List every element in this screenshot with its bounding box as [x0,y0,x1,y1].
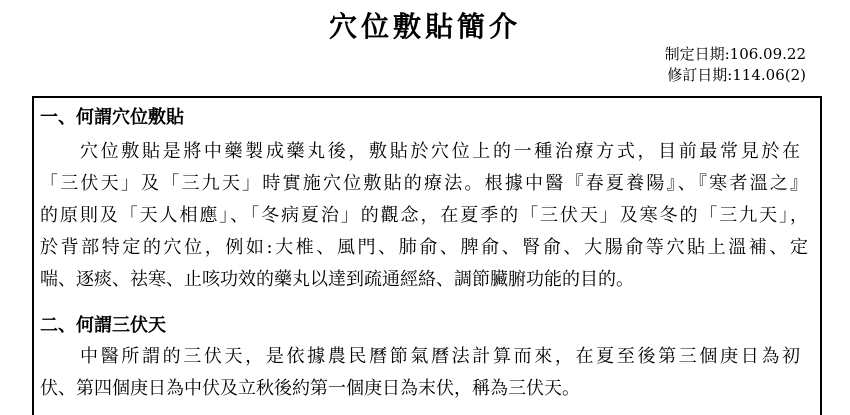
document-dates [665,44,806,86]
paragraph-line: 的原則及「天人相應」、「冬病夏治」的觀念，在夏季的「三伏天」及寒冬的「三九天」， [40,205,808,226]
revised-date: 修訂日期:114.06(2) [667,66,806,84]
paragraph-line: 中醫所謂的三伏天，是依據農民曆節氣曆法計算而來，在夏至後第三個庚日為初 [80,346,800,367]
section-paragraph [40,136,808,296]
paragraph-line: 「三伏天」及「三九天」時實施穴位敷貼的療法。根據中醫『春夏養陽』、『寒者溫之』 [40,173,808,194]
section-heading-what-is-sanfu-days: 二、何謂三伏天 [40,315,166,336]
paragraph-line: 喘、逐痰、祛寒、止咳功效的藥丸以達到疏通經絡、調節臟腑功能的目的。 [40,269,634,290]
content-box [32,96,822,415]
section-paragraph [40,341,808,405]
paragraph-line: 於背部特定的穴位，例如:大椎、風門、肺俞、脾俞、腎俞、大腸俞等穴貼上溫補、定 [40,237,808,258]
paragraph-line: 穴位敷貼是將中藥製成藥丸後，敷貼於穴位上的一種治療方式，目前最常見於在 [80,141,800,162]
established-date: 制定日期:106.09.22 [664,45,806,63]
paragraph-line: 伏、第四個庚日為中伏及立秋後約第一個庚日為末伏，稱為三伏天。 [40,378,580,399]
document-title: 穴位敷貼簡介 [328,10,521,43]
section-heading-what-is-acupoint-application: 一、何謂穴位敷貼 [40,107,184,128]
